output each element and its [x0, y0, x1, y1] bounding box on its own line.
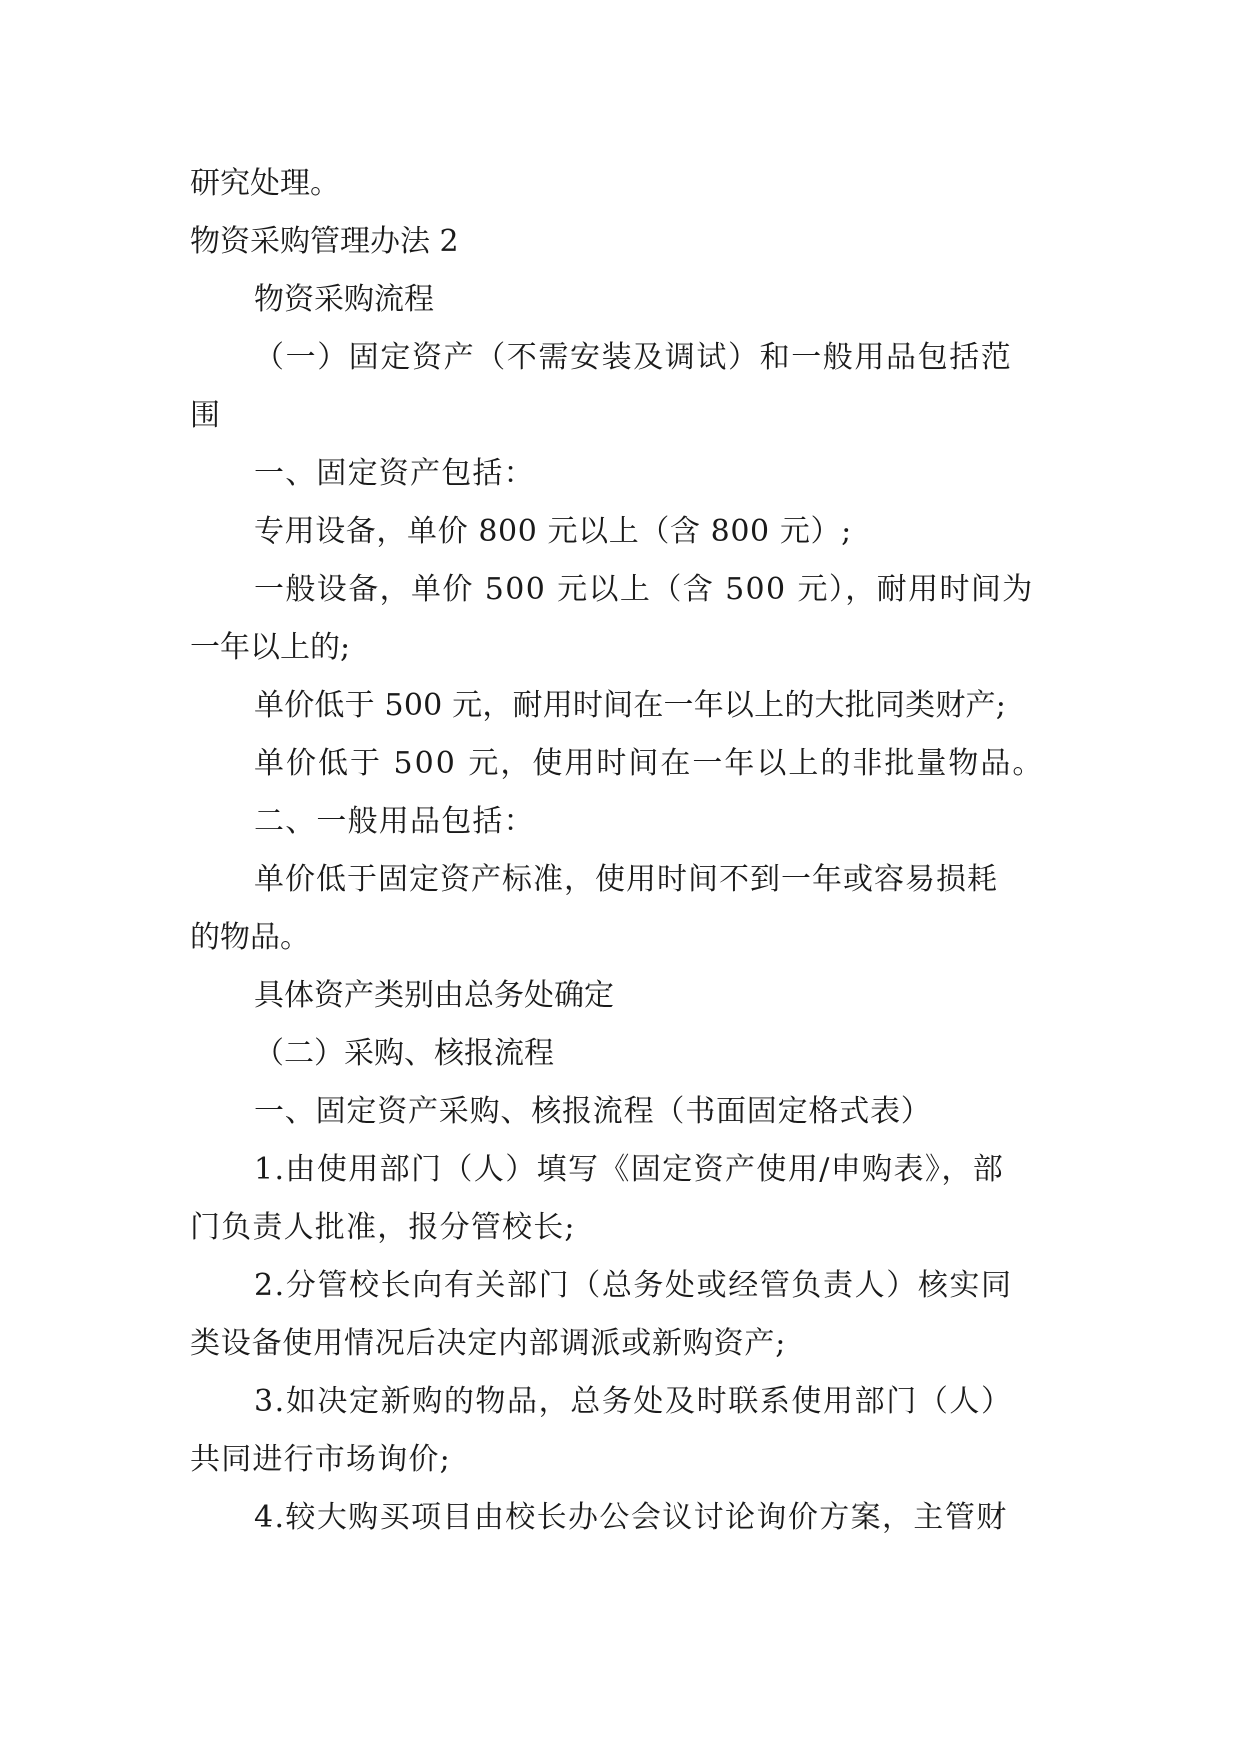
paragraph-line: 3.如决定新购的物品，总务处及时联系使用部门（人） [254, 1384, 1013, 1419]
paragraph-line: 共同进行市场询价; [190, 1442, 451, 1477]
text-line-continuation: 研究处理。 [190, 166, 340, 201]
subsection-heading: 物资采购流程 [254, 282, 434, 317]
paragraph-line: 一般设备，单价 500 元以上（含 500 元），耐用时间为 [254, 572, 1034, 607]
paragraph-line: 门负责人批准，报分管校长; [190, 1210, 576, 1245]
paragraph-line: 2.分管校长向有关部门（总务处或经管负责人）核实同 [254, 1268, 1013, 1303]
paragraph-line: 单价低于 500 元，使用时间在一年以上的非批量物品。 [254, 746, 1045, 781]
paragraph-line: 单价低于 500 元，耐用时间在一年以上的大批同类财产; [254, 688, 1007, 723]
paragraph-line: 1.由使用部门（人）填写《固定资产使用/申购表》，部 [254, 1152, 1005, 1187]
paragraph-line: 类设备使用情况后决定内部调派或新购资产; [190, 1326, 787, 1361]
paragraph-line: 一年以上的; [190, 630, 351, 665]
paragraph-line: 围 [190, 398, 220, 433]
list-heading: 一、固定资产包括： [254, 456, 535, 491]
subsection-heading: （二）采购、核报流程 [254, 1036, 554, 1071]
paragraph-line: 具体资产类别由总务处确定 [254, 978, 614, 1013]
list-heading: 一、固定资产采购、核报流程（书面固定格式表） [254, 1094, 932, 1129]
paragraph-line: 专用设备，单价 800 元以上（含 800 元）; [254, 514, 852, 549]
paragraph-line: 4.较大购买项目由校长办公会议讨论询价方案，主管财 [254, 1500, 1008, 1535]
paragraph-line: （一）固定资产（不需安装及调试）和一般用品包括范 [254, 340, 1013, 375]
paragraph-line: 的物品。 [190, 920, 310, 955]
paragraph-line: 单价低于固定资产标准，使用时间不到一年或容易损耗 [254, 862, 998, 897]
section-title: 物资采购管理办法 2 [190, 224, 459, 259]
list-heading: 二、一般用品包括： [254, 804, 535, 839]
